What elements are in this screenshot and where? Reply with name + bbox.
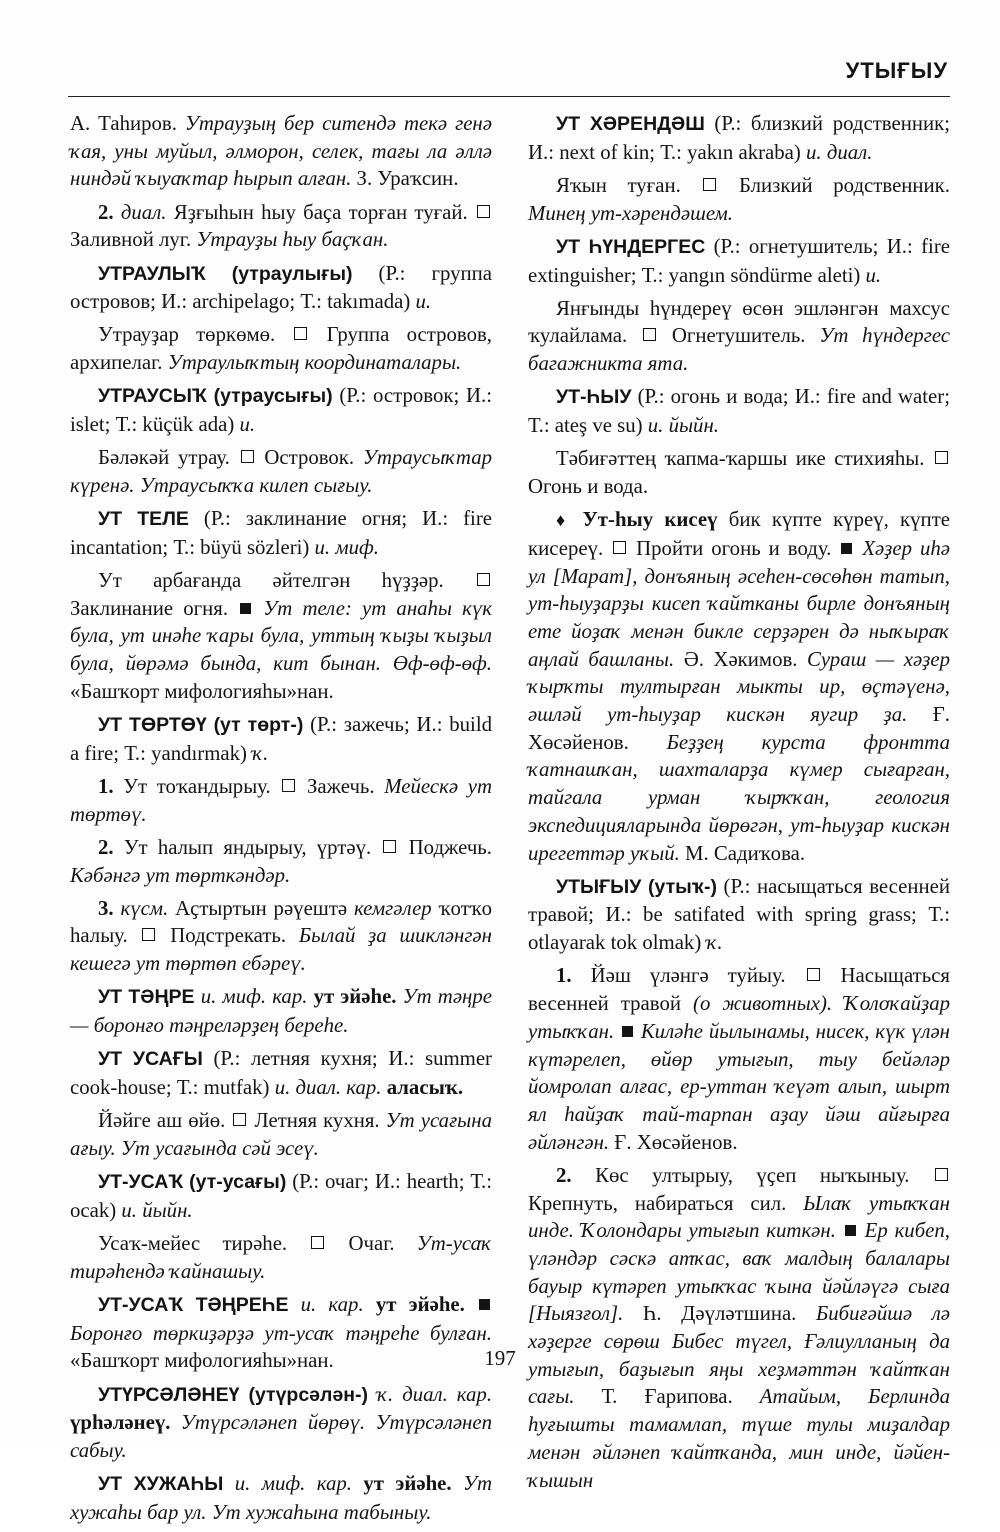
definition: Утрауҙар төркөмө. xyxy=(98,323,293,347)
sense xyxy=(70,895,492,978)
cross-reference: ут эйәһе. xyxy=(363,1472,452,1496)
example: Минең ут-хәрендәшем. xyxy=(528,201,734,225)
usage-note: (о животных). xyxy=(693,992,833,1016)
entry-continuation xyxy=(70,110,492,193)
citation: Атайым, Берлинда һуғышты тамамлап, түше тулы миҙалдар менән әйләнеп ҡайтҡанда, мин инде, йәйен-ҡышын xyxy=(528,1385,950,1492)
author-name: З. Ураҡсин. xyxy=(351,167,459,191)
headword: УТ ХӘРЕНДӘШ xyxy=(556,113,705,135)
grammar-labels: и. миф. кар. xyxy=(200,985,308,1009)
sense xyxy=(70,567,492,706)
part-of-speech: и. xyxy=(865,263,882,287)
definition: Ут тоҡандырыу. xyxy=(113,774,281,798)
definition: Аҫтыртын рәүештә xyxy=(168,896,354,920)
translation-square-icon xyxy=(282,779,295,792)
right-column xyxy=(528,110,950,1500)
citation-source: Ғ. Хөсәйенов. xyxy=(528,703,950,754)
example: Ут тәңре — боронғо тәңреләрҙең береһе. xyxy=(70,985,492,1038)
citation-square-icon xyxy=(240,603,251,614)
russian-translation: Островок. xyxy=(255,446,363,470)
translation-square-icon xyxy=(703,178,716,191)
grammar-labels: и. диал. кар. xyxy=(274,1076,382,1099)
translation-square-icon xyxy=(935,451,948,464)
grammar-labels: ҡ. диал. кар. xyxy=(377,1382,493,1406)
sense xyxy=(70,444,492,499)
entry-head xyxy=(528,383,950,439)
russian-translation: Огнетушитель. xyxy=(658,324,820,348)
citation: Хәҙер иһә ул [Марат], донъяның әсеһен-сөсөһөн татып, ут-һыуҙарҙы кисеп ҡайтканы бирле донъяның ете йоҙаҡ менән бикле серҙәрен дә ныҡыраҡ аңлай башланы. xyxy=(528,536,951,671)
russian-translation: Летняя кухня. xyxy=(248,1109,386,1133)
translations: (Р.: близкий родственник; И.: next of kin; Т.: yakın akraba) xyxy=(528,112,950,164)
headword: УТ ТӨРТӨҮ xyxy=(98,714,207,737)
definition: Йәш үләнгә туйыу. xyxy=(571,964,805,988)
citation: Боронғо төркиҙәрҙә ут-усаҡ тәңреһе булған. xyxy=(70,1321,492,1345)
entry-head xyxy=(528,233,950,289)
grammar-labels: и. кар. xyxy=(300,1292,364,1316)
headword-form: (ут-усағы) xyxy=(189,1171,287,1194)
part-of-speech: и. xyxy=(415,290,432,314)
headword: УТ-ҺЫУ xyxy=(556,386,632,409)
definition: Тәбиғәттең ҡапма-ҡаршы ике стихияһы. xyxy=(556,447,933,471)
sense xyxy=(70,1230,492,1285)
citation-square-icon xyxy=(841,543,852,554)
definition: ҡотҡо һалыу. xyxy=(70,896,492,948)
sense xyxy=(528,962,950,1156)
usage-label: диал. xyxy=(120,200,167,224)
running-head: УТЫҒЫУ xyxy=(845,58,948,83)
russian-translation: Насыщаться весенней травой xyxy=(528,964,950,1016)
citation: Ер кибеп, үләндәр сәскә атҡас, ваҡ малдың балалары бауыр күтәреп утыҡҡас ҡына йәйләүгә сыға [Ныязғол]. xyxy=(528,1219,950,1326)
translation-square-icon xyxy=(613,541,626,554)
citation: Ут теле: ут анаһы күк була, ут инәһе ҡары була, уттың ҡыҙы ҡыҙыл була, йөрәмә бында, кит бынан. Өф-өф-өф. xyxy=(70,596,492,676)
sense-number: 1. xyxy=(556,964,572,988)
citation-source: Т. Ғарипова. xyxy=(574,1385,760,1409)
translation-square-icon xyxy=(311,1236,324,1249)
definition: Яҙғыһын һыу баҫа торған туғай. xyxy=(166,200,475,224)
example: Утраусыҡтар күренә. Утраусыҡҡа килеп сығыу. xyxy=(70,446,492,497)
citation-source: Ә. Хәкимов. xyxy=(674,647,807,671)
translations: (Р.: зажечь; И.: build a fire; Т.: yandırmak) xyxy=(70,713,493,765)
sense xyxy=(70,773,492,828)
example: Былай ҙа шикләнгән кешегә ут төртөп ебәреү. xyxy=(70,924,492,976)
translations: (Р.: огнетушитель; И.: fire extinguisher; Т.: yangın söndürme aleti) xyxy=(528,234,950,287)
sense-number: 2. xyxy=(556,1163,572,1187)
citation-source: М. Садиҡова. xyxy=(679,841,806,865)
left-column xyxy=(70,110,492,1532)
russian-translation: Очаг. xyxy=(326,1232,417,1256)
definition: Яҡын туған. xyxy=(556,173,702,197)
cross-reference: ут эйәһе. xyxy=(375,1292,465,1316)
cross-reference: аласыҡ. xyxy=(386,1076,464,1099)
russian-translation: Огонь и вода. xyxy=(528,474,649,498)
sense-number: 2. xyxy=(98,200,114,224)
grammar-labels: и. йыйн. xyxy=(121,1198,193,1222)
citation-square-icon xyxy=(845,1225,856,1236)
example-quote: Утрауҙың бер ситендә текә генә ҡая, уны муйыл, әлморон, селек, тағы ла әллә ниндәй ҡыуаҡтар һырып алған. xyxy=(70,112,492,191)
headword: УТ ТӘҢРЕ xyxy=(98,986,195,1009)
citation-source: Һ. Дәүләтшина. xyxy=(623,1302,816,1326)
definition: Көс ултырыу, үҫеп ныҡыныу. xyxy=(571,1163,933,1187)
headword: УТЫҒЫУ xyxy=(556,875,642,898)
citation-source: Ғ. Хөсәйенов. xyxy=(609,1130,738,1154)
citation-source: «Башҡорт мифологияһы»нан. xyxy=(70,1349,334,1373)
translation-square-icon xyxy=(383,840,396,853)
sense xyxy=(70,834,492,889)
russian-translation: Поджечь. xyxy=(398,835,492,859)
part-of-speech: и. xyxy=(239,413,256,437)
usage-label: күсм. xyxy=(120,896,169,920)
translations: (Р.: летняя кухня; И.: summer cook-house; Т.: mutfak) xyxy=(70,1047,492,1099)
entry-head xyxy=(528,873,950,957)
definition: Бәләкәй утрау. xyxy=(98,446,239,470)
citation: Киләһе йылынамы, нисек, күк үлән күтәрелеп, өйөр утығып, тыу бейәләр йомролап алғас, ер-уттан ҡеүәт алып, шырт ял һайҙаҡ тай-тарпан аҙау йәш айғырға әйләнгән. xyxy=(528,1019,950,1154)
citation-square-icon xyxy=(622,1026,633,1037)
page-number: 197 xyxy=(484,1346,516,1370)
translation-square-icon xyxy=(643,328,656,341)
example: Ҡолоҡайҙар утыҡҡан. xyxy=(528,992,951,1043)
sense xyxy=(70,321,492,376)
example: Утрауҙы һыу баҫҡан. xyxy=(196,228,389,252)
grammar-labels: и. миф. кар. xyxy=(234,1472,352,1496)
sense xyxy=(528,172,950,227)
headword: УТ-УСАҠ xyxy=(98,1171,184,1194)
author-name: А. Таһиров. xyxy=(70,112,185,135)
russian-translation: Близкий родственник. xyxy=(718,173,950,197)
sense xyxy=(70,199,492,254)
definition: Ут һалып яндырыу, үртәү. xyxy=(113,835,382,859)
headword-form: (утраусығы) xyxy=(213,385,333,408)
russian-translation: Группа островов, архипелаг. xyxy=(70,323,492,375)
translation-square-icon xyxy=(477,205,490,218)
citation-source: «Башҡорт мифологияһы»нан. xyxy=(70,679,334,703)
translation-square-icon xyxy=(807,968,820,981)
citation-square-icon xyxy=(479,1299,490,1310)
sense xyxy=(70,1107,492,1162)
entry-head xyxy=(70,1168,492,1224)
definition-object: кемгәлер xyxy=(353,896,432,920)
example: Утүрсәләнеп йөрөү. Утүрсәләнеп сабыу. xyxy=(70,1411,493,1462)
sense-number: 2. xyxy=(98,835,114,859)
sense xyxy=(528,445,950,500)
translations: (Р.: насыщаться весенней травой; И.: be satifated with spring grass; Т.: otlayarak tok olmak) xyxy=(528,874,950,955)
entry-head xyxy=(70,505,492,561)
russian-translation: Заклинание огня. xyxy=(70,596,239,620)
headword: УТҮРСӘЛӘНЕҮ xyxy=(98,1383,240,1406)
citation: Бибиғәйшә лә хәҙерге сөрөш Бибес түгел, Ғәлиулланың да утығып, баҙығып яңы хеҙмәттән ҡайтҡан сағы. xyxy=(528,1302,951,1409)
russian-translation: Зажечь. xyxy=(297,774,385,798)
headword: УТ ҺҮНДЕРГЕС xyxy=(556,235,706,258)
grammar-labels: и. миф. xyxy=(314,535,379,559)
grammar-labels: и. диал. xyxy=(806,140,873,164)
headword: УТ ХУЖАҺЫ xyxy=(98,1473,224,1496)
translation-square-icon xyxy=(477,573,490,586)
entry-head xyxy=(70,382,492,438)
example: Мейескә ут төртөү. xyxy=(70,774,492,826)
translations: (Р.: заклинание огня; И.: fire incantation; Т.: büyü sözleri) xyxy=(70,507,492,559)
translation-square-icon xyxy=(294,327,307,340)
diamond-icon: ♦ xyxy=(556,510,572,531)
example: Кәбәнгә ут төрткәндәр. xyxy=(70,863,291,887)
example: Утраулыҡтың координаталары. xyxy=(167,351,462,375)
example: Ут хужаһы бар ул. Ут хужаһына табыныу. xyxy=(70,1472,492,1524)
headword-form: (утраулығы) xyxy=(231,262,353,285)
translations: (Р.: огонь и вода; И.: fire and water; Т.: ateş ve su) xyxy=(528,385,950,438)
part-of-speech: ҡ. xyxy=(252,741,269,765)
headword: УТ-УСАҠ ТӘҢРЕҺЕ xyxy=(98,1293,289,1316)
cross-reference: ут эйәһе. xyxy=(313,985,397,1009)
russian-translation: Заливной луг. xyxy=(70,228,197,252)
headword-form: (утыҡ-) xyxy=(648,875,717,898)
header-rule xyxy=(68,96,950,97)
russian-translation: Пройти огонь и воду. xyxy=(628,536,840,560)
citation: Сураш — хәҙер ҡырҡты тултырған мыкты ир, өҫтәүенә, әшләй ут-һыуҙар кискән яугир ҙа. xyxy=(528,647,950,727)
sense xyxy=(528,295,950,378)
example: Ылаҡ утыҡҡан инде. Ҡолондары утығып киткән. xyxy=(528,1191,951,1243)
cross-reference: үрһәләнеү. xyxy=(70,1411,171,1435)
translation-square-icon xyxy=(233,1113,246,1126)
headword: УТ ТЕЛЕ xyxy=(98,508,189,531)
translation-square-icon xyxy=(241,450,254,463)
citation: Беҙҙең курста фронтта ҡатнашҡан, шахталарҙа күмер сығарған, тайгала урман ҡырҡҡан, геология экспедицияларында йөрөгән, ут-һыуҙар кискән ирегеттәр уҡый. xyxy=(528,730,950,865)
russian-translation: Крепнуть, набираться сил. xyxy=(528,1191,804,1215)
definition: бик күпте күреү, күпте кисереү. xyxy=(528,508,951,560)
definition: Янғынды һүндереү өсөн эшләнгән махсус ҡулайлама. xyxy=(528,296,950,348)
headword: УТ УСАҒЫ xyxy=(98,1048,203,1071)
entry-head xyxy=(528,110,950,166)
entry-head xyxy=(70,1470,492,1526)
headword: УТРАУЛЫҠ xyxy=(98,262,206,285)
translation-square-icon xyxy=(142,928,155,941)
idiom: Ут-һыу кисеү xyxy=(582,508,718,532)
entry-head xyxy=(70,1381,492,1465)
translations: (Р.: очаг; И.: hearth; Т.: ocak) xyxy=(70,1170,493,1222)
example: Ут-усаҡ тирәһендә ҡайнашыу. xyxy=(70,1232,492,1283)
example: Ут һүндергес багажникта ята. xyxy=(528,324,951,376)
entry-head xyxy=(70,260,492,316)
grammar-labels: и. йыйн. xyxy=(647,414,719,438)
translation-square-icon xyxy=(935,1168,948,1181)
part-of-speech: ҡ. xyxy=(706,931,723,955)
phraseology xyxy=(528,506,950,867)
example: Ут усағына ағыу. Ут усағында сәй эсеү. xyxy=(70,1109,492,1160)
sense-number: 1. xyxy=(98,774,114,798)
sense xyxy=(528,1162,950,1494)
definition: Йәйге аш өйө. xyxy=(98,1109,232,1133)
translations: (Р.: островок; И.: islet; Т.: küçük ada) xyxy=(70,384,492,437)
russian-translation: Подстрекать. xyxy=(157,924,299,948)
headword-form: (ут төрт-) xyxy=(213,714,304,737)
definition: Ут арбағанда әйтелгән һүҙҙәр. xyxy=(98,569,475,593)
headword-form: (утүрсәлән-) xyxy=(248,1383,369,1406)
translations: (Р.: группа островов; И.: archipelago; Т.: takımada) xyxy=(70,261,493,314)
sense-number: 3. xyxy=(98,896,114,920)
entry-head xyxy=(70,1045,492,1101)
entry-head xyxy=(70,983,492,1039)
headword: УТРАУСЫҠ xyxy=(98,385,207,408)
entry-head xyxy=(70,711,492,767)
definition: Усаҡ-мейес тирәһе. xyxy=(98,1232,310,1256)
